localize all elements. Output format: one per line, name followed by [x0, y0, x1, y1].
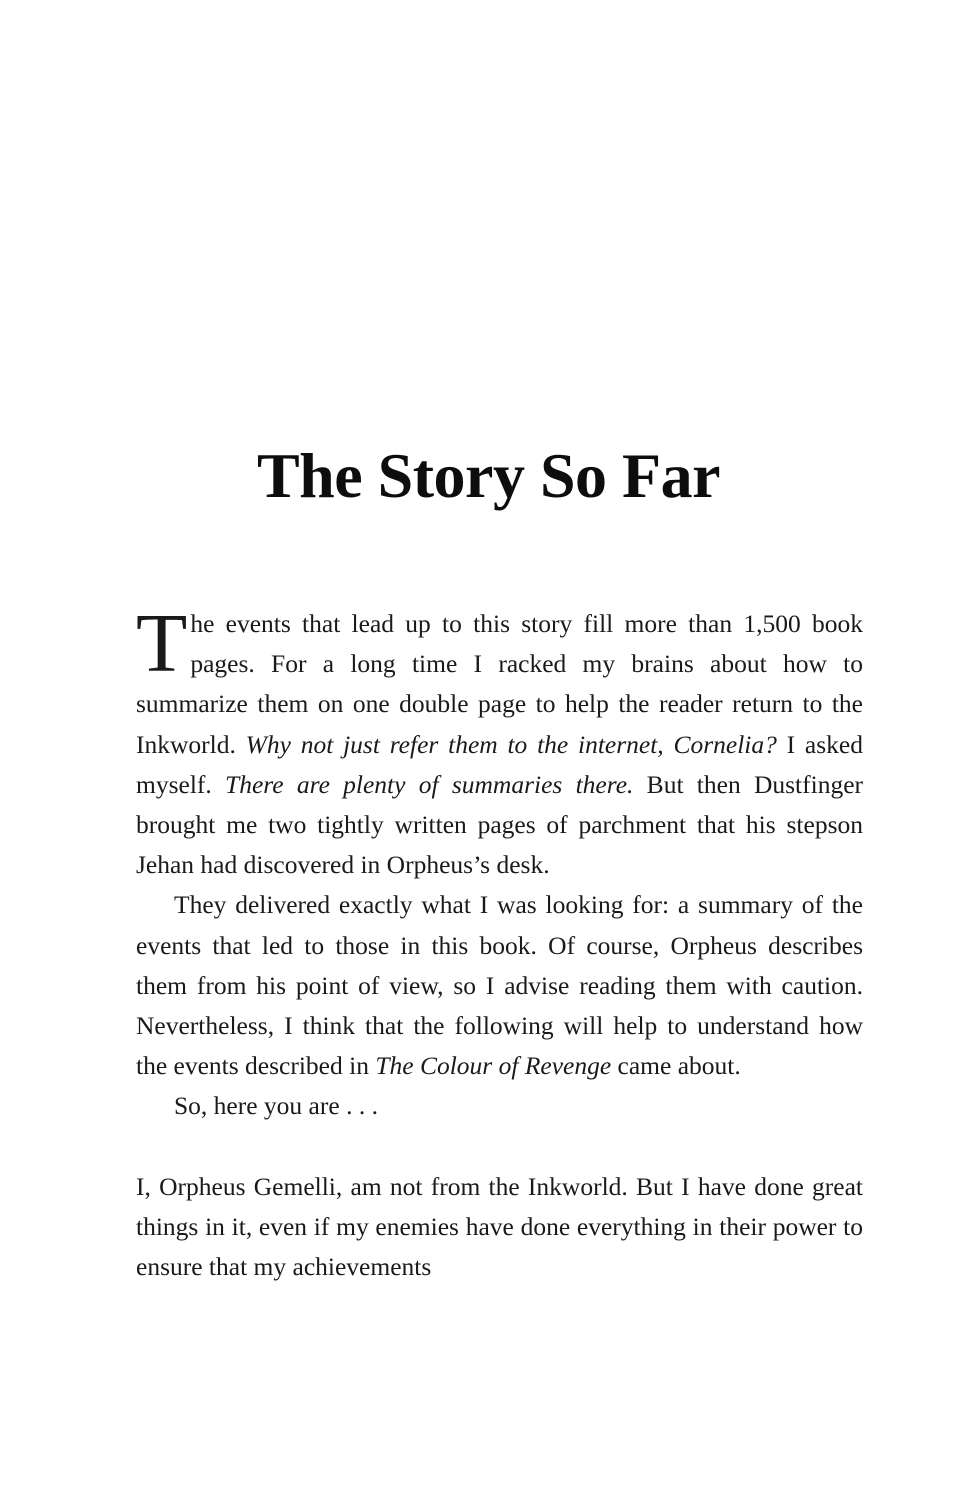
italic-book-title: The Colour of Revenge [375, 1051, 612, 1081]
paragraph-1 [136, 597, 864, 885]
paragraph-4 [136, 1167, 863, 1288]
italic-text: Why not just refer them to the internet, Cornelia? [245, 729, 777, 759]
text-run: I, Orpheus Gemelli, am not from the Inkworld. But I have done great things in it, even if my enemies have done everything in their power to ensure that my achievements [136, 1171, 863, 1282]
text-run: They delivered exactly what I was looking for: a summary of the events that led to those in this book. Of course, Orpheus describes them from his point of view, so I advise reading them with caution. Nevertheless, I think that the following will help to understand how the events described in [136, 890, 863, 1081]
chapter-title: The Story So Far [256, 440, 721, 511]
text-run: I asked myself. [136, 729, 863, 799]
drop-cap: T [136, 597, 188, 690]
paragraph-3 [136, 1086, 863, 1126]
chapter-body [136, 597, 864, 1287]
text-run: But then Dustfinger brought me two tightly written pages of parchment that his stepson Jehan had discovered in Orpheus’s desk. [136, 769, 864, 880]
italic-text: There are plenty of summaries there. [225, 769, 634, 799]
text-run: he events that lead up to this story fill more than 1,500 book pages. For a long time I racked my brains about how to summarize them on one double page to help the reader return to the Inkworld. [136, 609, 863, 759]
text-run: came about. [611, 1051, 741, 1081]
paragraph-2 [136, 885, 863, 1086]
text-run: So, here you are . . . [174, 1091, 378, 1121]
